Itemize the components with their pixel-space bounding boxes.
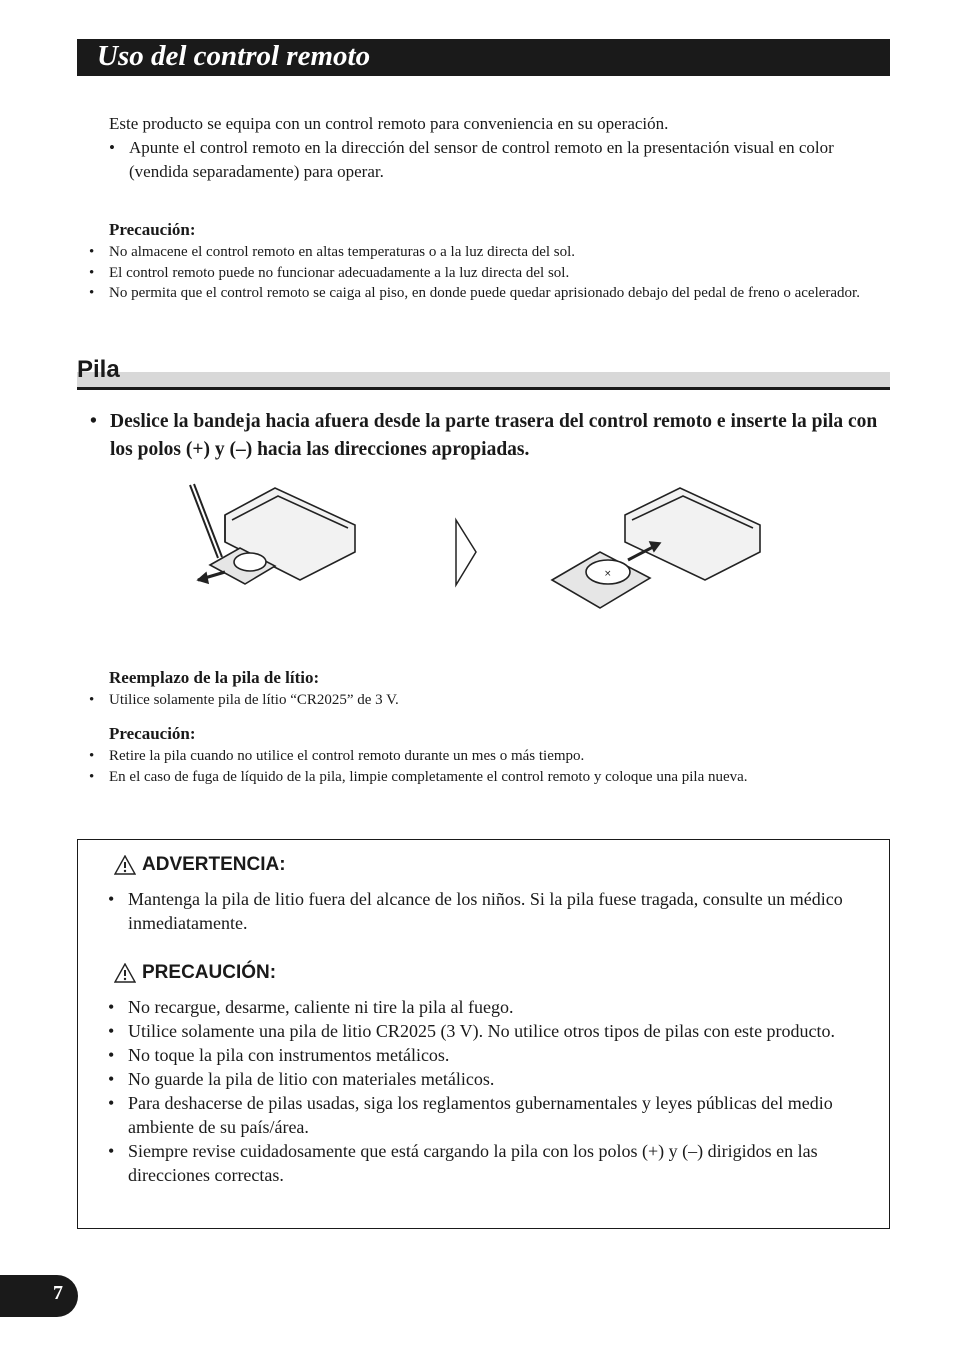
precaution-heading: Precaución: (109, 724, 196, 743)
battery-tray-illustration (180, 480, 780, 630)
list-item: • En el caso de fuga de líquido de la pila, limpie completamente el control remoto y coloque una pila nueva. (89, 767, 869, 788)
list-item: • No permita que el control remoto se caiga al piso, en donde puede quedar aprisionado debajo del pedal de freno o acelerador. (89, 283, 869, 304)
warning-heading (114, 854, 286, 876)
page-title-bar (77, 39, 890, 76)
page-title: Uso del control remoto (97, 40, 371, 72)
intro-section (109, 112, 869, 184)
caution-heading-text: PRECAUCIÓN: (142, 962, 277, 983)
list-item: • El control remoto puede no funcionar adecuadamente a la luz directa del sol. (89, 263, 869, 284)
replacement-list (109, 690, 869, 711)
warning-list (108, 887, 858, 935)
precaution-list (109, 746, 869, 787)
section-title: Pila (77, 356, 120, 383)
section-rule (77, 387, 890, 390)
precaution-section (109, 220, 869, 304)
page-number: 7 (53, 1282, 63, 1304)
replacement-section (109, 668, 869, 711)
remote-insert-battery-figure (552, 488, 760, 608)
list-item: • Retire la pila cuando no utilice el control remoto durante un mes o más tiempo. (89, 746, 869, 767)
list-item: • No almacene el control remoto en altas temperaturas o a la luz directa del sol. (89, 242, 869, 263)
warning-heading-text: ADVERTENCIA: (142, 854, 286, 875)
warning-icon (114, 855, 136, 875)
instruction (90, 408, 880, 464)
section-header-pila (77, 354, 890, 389)
list-item: • Utilice solamente una pila de litio CR2025 (3 V). No utilice otros tipos de pilas con este producto. (108, 1019, 858, 1043)
intro-text: Este producto se equipa con un control remoto para conveniencia en su operación. (109, 114, 669, 133)
precaution-list (109, 242, 869, 304)
instruction-text: • Deslice la bandeja hacia afuera desde la parte trasera del control remoto e inserte la pila con los polos (+) y (–) hacia las direcciones apropiadas. (90, 408, 880, 464)
list-item: • Mantenga la pila de litio fuera del alcance de los niños. Si la pila fuese tragada, consulte un médico inmediatamente. (108, 887, 858, 935)
list-item: • Siempre revise cuidadosamente que está cargando la pila con los polos (+) y (–) dirigidos en las direcciones correctas. (108, 1139, 858, 1187)
caution-list (108, 995, 858, 1187)
replacement-heading: Reemplazo de la pila de lítio: (109, 668, 320, 687)
list-item: • No recargue, desarme, caliente ni tire la pila al fuego. (108, 995, 858, 1019)
list-item: • Utilice solamente pila de lítio “CR2025” de 3 V. (89, 690, 869, 711)
svg-text:×: × (604, 569, 612, 579)
arrow-right-icon (456, 520, 476, 585)
list-item: • Para deshacerse de pilas usadas, siga los reglamentos gubernamentales y leyes públicas del medio ambiente de su país/área. (108, 1091, 858, 1139)
remote-pull-tray-figure (190, 484, 355, 584)
list-item: • No guarde la pila de litio con materiales metálicos. (108, 1067, 858, 1091)
intro-bullets (109, 136, 869, 184)
warning-box (77, 839, 890, 1229)
list-item: • No toque la pila con instrumentos metálicos. (108, 1043, 858, 1067)
section-band (77, 372, 890, 387)
page-number-tab (0, 1275, 78, 1317)
intro-bullet: • Apunte el control remoto en la dirección del sensor de control remoto en la presentación visual en color (vendida separadamente) para operar. (109, 136, 869, 184)
precaution-section-2 (109, 724, 869, 787)
caution-heading (114, 962, 276, 984)
precaution-heading: Precaución: (109, 220, 196, 239)
caution-icon (114, 963, 136, 983)
